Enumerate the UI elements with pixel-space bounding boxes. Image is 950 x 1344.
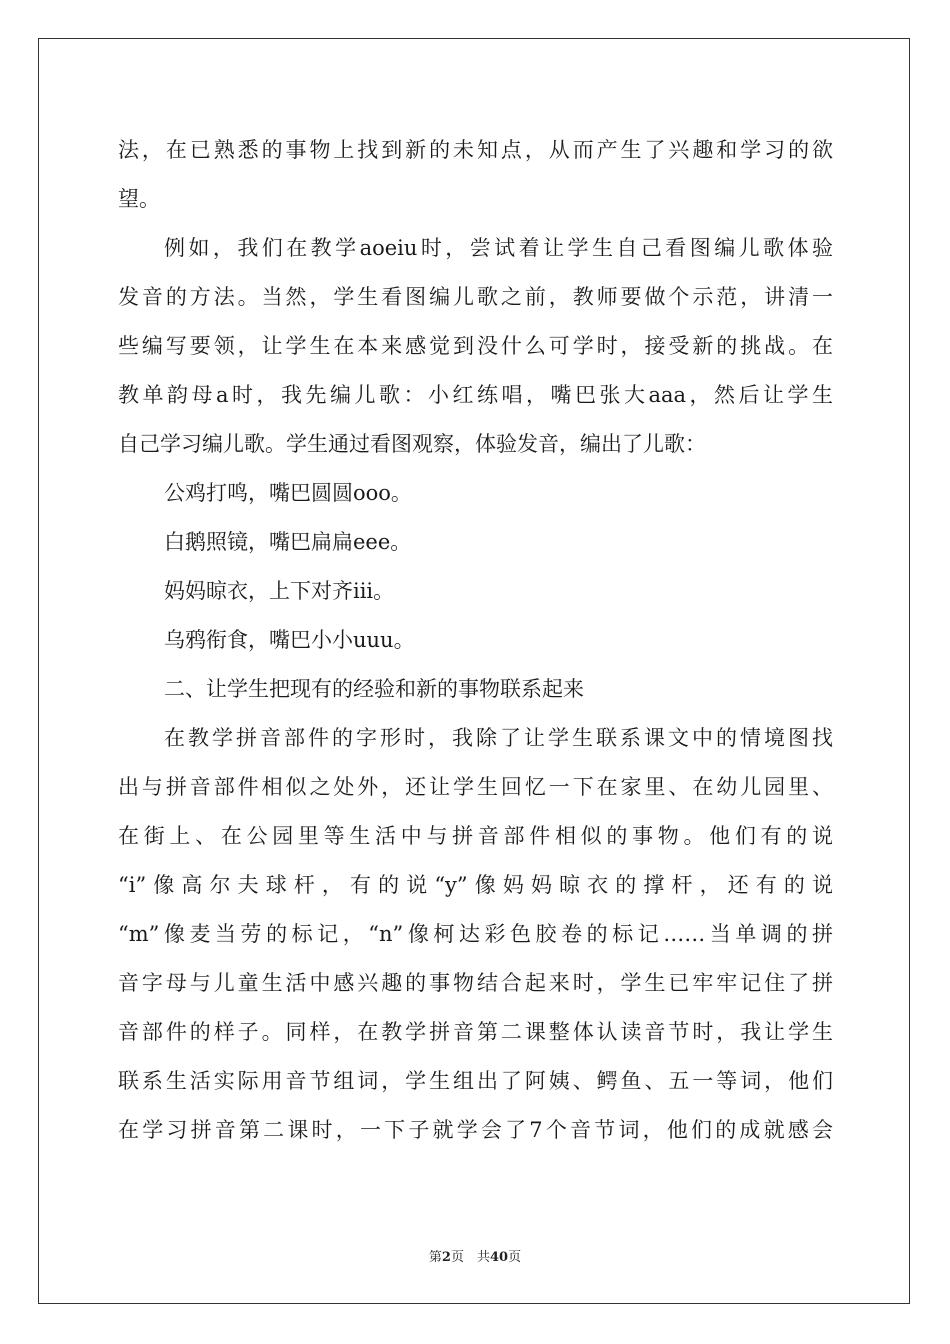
text-line: “i”像高尔夫球杆，有的说“y”像妈妈晾衣的撑杆，还有的说 xyxy=(118,873,833,897)
nursery-rhyme-line: 白鹅照镜，嘴巴扁扁eee。 xyxy=(164,530,412,554)
current-page-number: 2 xyxy=(441,1250,451,1265)
nursery-rhyme-line: 妈妈晾衣，上下对齐iii。 xyxy=(164,579,395,603)
text-line: 例如，我们在教学aoeiu时，尝试着让学生自己看图编儿歌体验 xyxy=(164,236,833,260)
text-line: 在教学拼音部件的字形时，我除了让学生联系课文中的情境图找 xyxy=(164,726,833,750)
text-line: 发音的方法。当然，学生看图编儿歌之前，教师要做个示范，讲清一 xyxy=(118,285,833,309)
page-label-mid: 页 共 xyxy=(450,1250,490,1265)
text-line: 在学习拼音第二课时，一下子就学会了7个音节词，他们的成就感会 xyxy=(118,1118,833,1142)
text-line: 教单韵母a时，我先编儿歌：小红练唱，嘴巴张大aaa，然后让学生 xyxy=(118,383,833,407)
text-line: 音部件的样子。同样，在教学拼音第二课整体认读音节时，我让学生 xyxy=(118,1020,833,1044)
document-body xyxy=(118,126,833,1155)
total-page-number: 40 xyxy=(489,1250,509,1265)
page-footer xyxy=(0,1246,950,1265)
text-line: 望。 xyxy=(118,187,160,211)
page-label-suffix: 页 xyxy=(508,1250,522,1265)
text-line: 些编写要领，让学生在本来感觉到没什么可学时，接受新的挑战。在 xyxy=(118,334,833,358)
text-line: 联系生活实际用音节组词，学生组出了阿姨、鳄鱼、五一等词，他们 xyxy=(118,1069,833,1093)
text-line: 法，在已熟悉的事物上找到新的未知点，从而产生了兴趣和学习的欲 xyxy=(118,138,833,162)
page-label-prefix: 第 xyxy=(428,1250,442,1265)
text-line: 音字母与儿童生活中感兴趣的事物结合起来时，学生已牢牢记住了拼 xyxy=(118,971,833,995)
text-line: 在街上、在公园里等生活中与拼音部件相似的事物。他们有的说 xyxy=(118,824,833,848)
text-line: “m”像麦当劳的标记，“n”像柯达彩色胶卷的标记……当单调的拼 xyxy=(118,922,833,946)
nursery-rhyme-line: 公鸡打鸣，嘴巴圆圆ooo。 xyxy=(164,481,412,505)
text-line: 自己学习编儿歌。学生通过看图观察，体验发音，编出了儿歌： xyxy=(118,432,706,456)
text-line: 出与拼音部件相似之处外，还让学生回忆一下在家里、在幼儿园里、 xyxy=(118,775,833,799)
section-heading: 二、让学生把现有的经验和新的事物联系起来 xyxy=(164,677,584,701)
nursery-rhyme-line: 乌鸦衔食，嘴巴小小uuu。 xyxy=(164,628,415,652)
